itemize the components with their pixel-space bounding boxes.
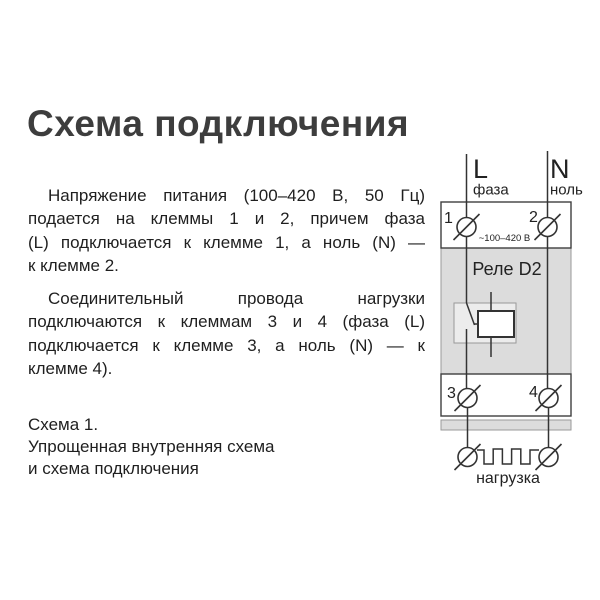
terminal-2-number: 2: [529, 209, 538, 226]
paragraph-power-supply: [28, 184, 425, 278]
text-line: Напряжение питания (100–420 В, 50 Гц): [48, 186, 425, 205]
voltage-range-label: ~100–420 В: [478, 233, 531, 244]
terminal-4-number: 4: [529, 384, 538, 401]
paragraph-load-connection: [28, 287, 425, 381]
caption-line: и схема подключения: [28, 459, 199, 478]
text-line: к клемме 2.: [28, 256, 119, 276]
caption-line: Схема 1.: [28, 415, 99, 434]
text-line: подключаются к клеммам 3 и 4 (фаза (L): [28, 312, 425, 332]
phase-letter-label: L: [473, 154, 489, 184]
text-line: (L) подключается к клемме 1, а ноль (N) —: [28, 232, 425, 252]
figure-caption: [28, 414, 388, 480]
device-name-label: Реле D2: [472, 259, 542, 279]
din-strip: [441, 420, 571, 430]
phase-word-label: фаза: [473, 181, 509, 199]
neutral-letter-label: N: [550, 154, 570, 184]
terminal-1-number: 1: [444, 210, 453, 227]
relay-coil: [478, 311, 514, 337]
terminal-3-number: 3: [447, 385, 456, 402]
text-line: подключается к клемме 3, а ноль (N) — к: [28, 335, 425, 355]
text-line: подается на клеммы 1 и 2, причем фаза: [28, 209, 425, 229]
caption-line: Упрощенная внутренняя схема: [28, 437, 275, 456]
page-title: Схема подключения: [27, 103, 410, 144]
wiring-diagram: [430, 140, 600, 500]
load-label: нагрузка: [476, 470, 540, 487]
text-line: Соединительный провода нагрузки: [48, 289, 425, 308]
text-line: клемме 4).: [28, 359, 113, 379]
neutral-word-label: ноль: [550, 181, 583, 199]
load-resistor-icon: [477, 449, 539, 464]
